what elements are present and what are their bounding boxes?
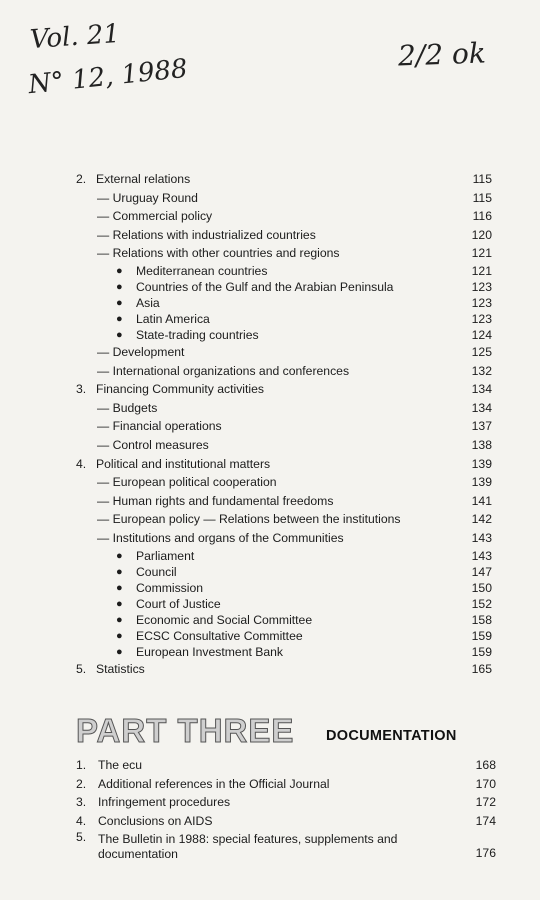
toc-entry [76,311,496,327]
toc-entry-page: 139 [471,475,492,490]
documentation-entry-title: Additional references in the Official Journal [98,776,330,791]
toc-entry-page: 139 [471,456,492,471]
toc-entry-page: 147 [471,564,492,579]
bullet-icon: ● [116,312,123,325]
toc-entry-page: 150 [471,580,492,595]
toc-entry [76,529,496,548]
toc-entry [76,399,496,418]
toc-entry-title: — Budgets [97,399,157,418]
toc-entry-title: — Relations with industrialized countries [97,226,316,245]
documentation-entry [76,830,496,862]
toc-entry-title: External relations [96,172,191,186]
bullet-icon: ● [116,597,123,610]
documentation-entry-number: 4. [76,813,87,828]
toc-entry [76,189,496,208]
toc-entry-page: 141 [471,493,492,508]
toc-entry-title: Financing Community activities [96,382,264,397]
documentation-entry-title: Conclusions on AIDS [98,813,213,828]
toc-entry-title: Countries of the Gulf and the Arabian Peninsula [136,279,394,294]
part-heading [76,712,496,752]
bullet-icon: ● [116,296,123,309]
toc-entry-title: — Relations with other countries and regions [97,244,340,263]
bullet-icon: ● [116,645,123,658]
toc-entry-title: Political and institutional matters [96,456,271,471]
bullet-icon: ● [116,280,123,293]
toc-entry-title: Council [136,564,177,579]
toc-entry [76,417,496,436]
toc-entry-number: 5. [76,661,87,676]
toc-entry-number: 3. [76,382,87,397]
handwritten-ok-mark: 2/2 ok [397,36,487,73]
documentation-entry-number: 2. [76,776,87,791]
documentation-contents [76,756,496,862]
toc-entry-title: — International organizations and conferences [97,362,349,381]
toc-entry-page: 138 [471,437,492,452]
toc-entry [76,492,496,511]
table-of-contents [76,170,496,678]
toc-entry-title: — Control measures [97,436,209,455]
toc-entry-title: — Commercial policy [97,207,212,226]
toc-entry-title: Latin America [136,311,210,326]
toc-entry [76,644,496,660]
bullet-icon: ● [116,264,123,277]
toc-entry [76,343,496,362]
bullet-icon: ● [116,613,123,626]
toc-entry [76,564,496,580]
toc-entry-title: — European political cooperation [97,473,277,492]
toc-entry-title: Asia [136,295,160,310]
documentation-entry-title: The ecu [98,758,143,772]
toc-entry-page: 115 [472,190,492,205]
toc-entry-page: 123 [471,295,492,310]
toc-entry-page: 125 [471,344,492,359]
toc-entry-title: Mediterranean countries [136,263,268,278]
toc-entry-title: Economic and Social Committee [136,612,313,627]
documentation-entry-page: 176 [475,846,496,861]
toc-entry-title: ECSC Consultative Committee [136,628,303,643]
toc-entry [76,455,496,474]
toc-entry-page: 132 [471,363,492,378]
documentation-entry [76,775,496,794]
bullet-icon: ● [116,565,123,578]
toc-entry [76,327,496,343]
handwritten-volume-note: Vol. 21 [29,18,121,56]
toc-entry-title: — Human rights and fundamental freedoms [97,492,333,511]
toc-entry-page: 121 [471,263,492,278]
toc-entry-page: 159 [471,628,492,643]
documentation-entry-page: 168 [475,758,496,772]
documentation-entry-page: 174 [475,813,496,828]
toc-entry-title: Commission [136,580,204,595]
documentation-entry-page: 172 [475,795,496,810]
toc-entry-title: — Uruguay Round [97,189,198,208]
toc-entry-page: 134 [471,382,492,397]
toc-entry-page: 152 [471,596,492,611]
toc-entry [76,580,496,596]
toc-entry [76,548,496,564]
toc-entry-page: 142 [471,512,492,527]
toc-entry-page: 159 [471,644,492,659]
toc-entry-title: European Investment Bank [136,644,284,659]
toc-entry-title: — European policy — Relations between the institutions [97,510,401,529]
toc-entry-page: 158 [471,612,492,627]
toc-entry-title: — Development [97,343,184,362]
toc-entry-title: State-trading countries [136,327,259,342]
toc-entry [76,279,496,295]
toc-entry-title: Court of Justice [136,596,221,611]
toc-entry [76,510,496,529]
toc-entry [76,660,496,679]
toc-entry [76,436,496,455]
documentation-entry-number: 1. [76,758,87,772]
bullet-icon: ● [116,328,123,341]
toc-entry-title: Parliament [136,548,195,563]
documentation-entry-page: 170 [475,776,496,791]
documentation-entry [76,812,496,831]
toc-entry-page: 120 [471,227,492,242]
toc-entry [76,226,496,245]
toc-entry-number: 4. [76,456,87,471]
toc-entry-page: 137 [471,419,492,434]
toc-entry [76,362,496,381]
documentation-entry [76,793,496,812]
toc-entry-page: 121 [471,246,492,261]
toc-entry [76,612,496,628]
toc-entry [76,207,496,226]
toc-entry-number: 2. [76,172,87,186]
toc-entry-page: 124 [471,327,492,342]
toc-entry-page: 143 [471,548,492,563]
toc-entry-page: 143 [471,530,492,545]
handwritten-issue-note: N° 12, 1988 [26,53,189,101]
bullet-icon: ● [116,629,123,642]
toc-entry-title: — Financial operations [97,417,222,436]
part-title: PART THREE [76,712,295,749]
toc-entry [76,170,496,189]
toc-entry-page: 123 [471,311,492,326]
toc-entry [76,295,496,311]
toc-entry [76,473,496,492]
bullet-icon: ● [116,581,123,594]
toc-entry [76,244,496,263]
toc-entry-title: — Institutions and organs of the Communities [97,529,344,548]
documentation-entry-number: 5. [76,830,87,845]
bullet-icon: ● [116,549,123,562]
toc-entry [76,263,496,279]
toc-entry-page: 165 [471,661,492,676]
documentation-entry-number: 3. [76,795,87,810]
toc-entry-page: 134 [471,400,492,415]
toc-entry [76,628,496,644]
documentation-entry [76,756,496,775]
part-subtitle: DOCUMENTATION [326,728,457,744]
documentation-entry-title: Infringement procedures [98,795,231,810]
toc-entry-page: 115 [472,172,492,186]
toc-entry-page: 123 [471,279,492,294]
documentation-entry-title: The Bulletin in 1988: special features, supplements and documentation [98,832,398,862]
toc-entry [76,596,496,612]
toc-entry [76,380,496,399]
toc-entry-page: 116 [472,209,492,224]
toc-entry-title: Statistics [96,661,145,676]
